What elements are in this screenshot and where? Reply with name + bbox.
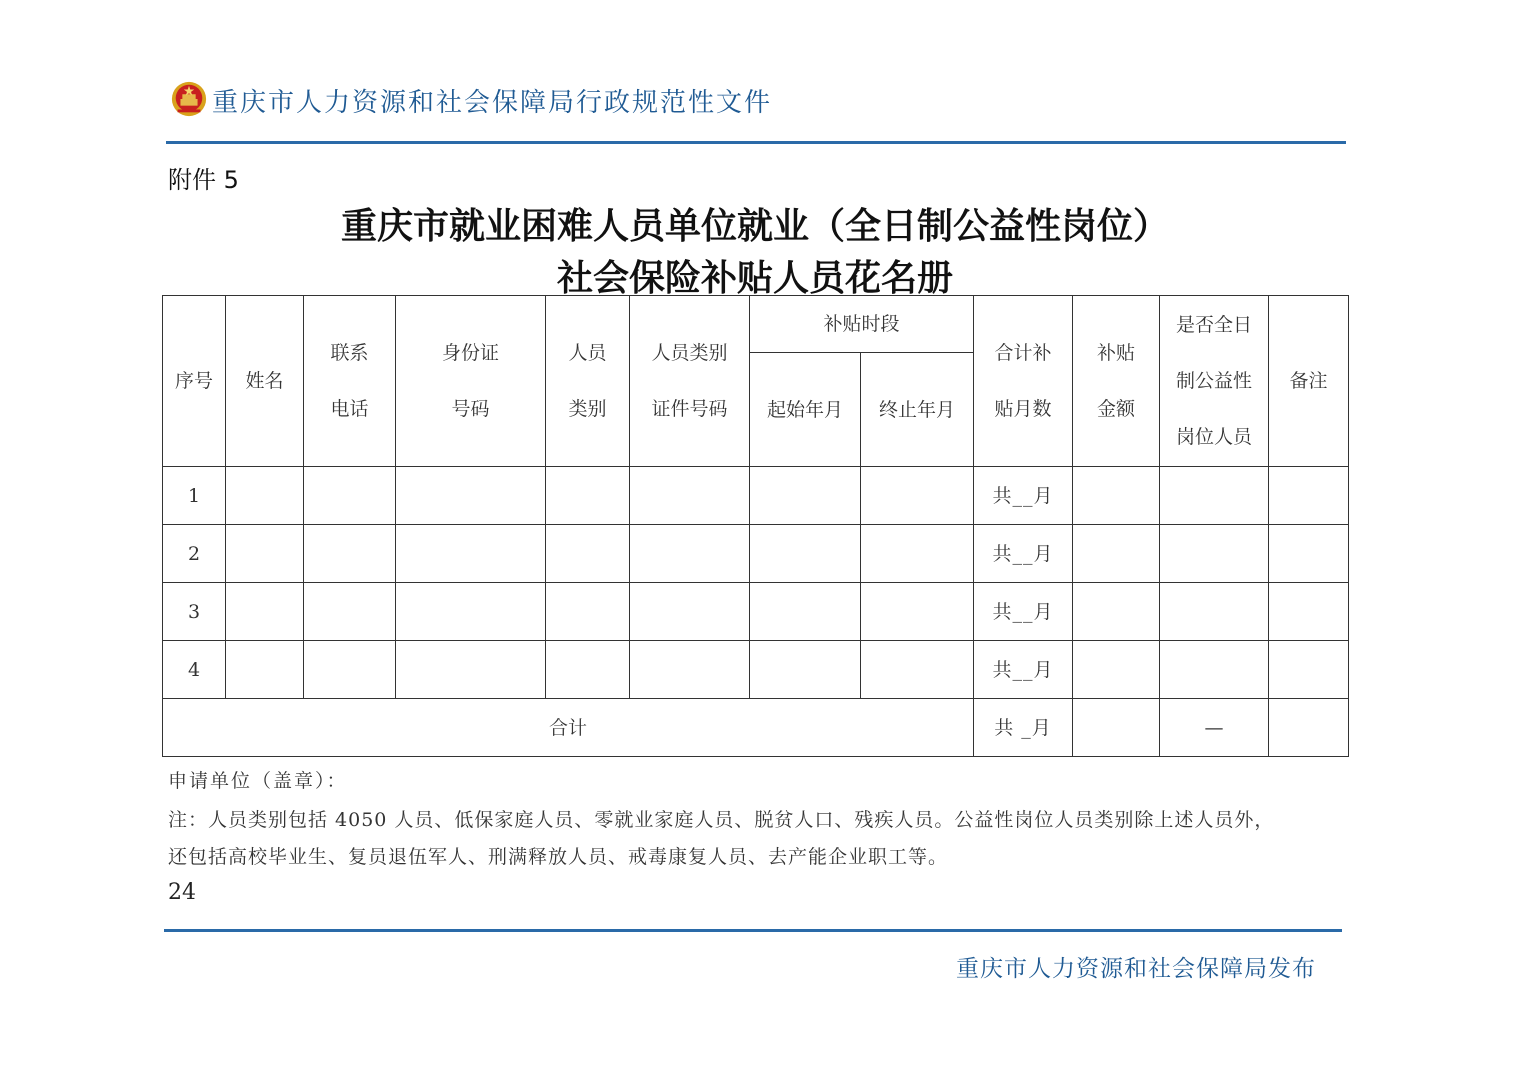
cell-start-month[interactable]	[750, 583, 861, 641]
note-text	[168, 802, 1338, 876]
total-row	[163, 699, 1349, 757]
cell-subsidy-amount[interactable]	[1073, 583, 1160, 641]
cell-remark[interactable]	[1269, 583, 1349, 641]
page-number: 24	[168, 880, 196, 905]
cell-category[interactable]	[546, 583, 630, 641]
footer-divider	[164, 929, 1342, 932]
cell-fulltime-post[interactable]	[1160, 467, 1269, 525]
cell-end-month[interactable]	[861, 467, 974, 525]
note-line-1: 注：人员类别包括 4050 人员、低保家庭人员、零就业家庭人员、脱贫人口、残疾人员。公益性岗位人员类别除上述人员外，	[168, 809, 1275, 831]
attachment-label: 附件 5	[168, 166, 239, 194]
apply-unit-label: 申请单位（盖章）：	[168, 770, 348, 792]
cell-category-cert[interactable]	[630, 525, 750, 583]
document-title-line-2: 社会保险补贴人员花名册	[556, 258, 953, 299]
cell-phone[interactable]	[304, 467, 396, 525]
header-end-month: 终止年月	[861, 353, 974, 467]
header-phone: 联系 电话	[304, 296, 396, 467]
cell-name[interactable]	[226, 525, 304, 583]
cell-phone[interactable]	[304, 583, 396, 641]
national-emblem-icon	[170, 80, 208, 118]
cell-end-month[interactable]	[861, 641, 974, 699]
cell-id-number[interactable]	[396, 525, 546, 583]
cell-remark[interactable]	[1269, 525, 1349, 583]
cell-end-month[interactable]	[861, 583, 974, 641]
cell-subsidy-amount[interactable]	[1073, 641, 1160, 699]
total-label: 合计	[163, 699, 974, 757]
header-category: 人员 类别	[546, 296, 630, 467]
cell-id-number[interactable]	[396, 641, 546, 699]
header-start-month: 起始年月	[750, 353, 861, 467]
cell-phone[interactable]	[304, 641, 396, 699]
header-seq: 序号	[163, 296, 226, 467]
cell-fulltime-post[interactable]	[1160, 583, 1269, 641]
cell-remark[interactable]	[1269, 641, 1349, 699]
table-row	[163, 467, 1349, 525]
table-row	[163, 641, 1349, 699]
cell-end-month[interactable]	[861, 525, 974, 583]
cell-seq: 3	[163, 583, 226, 641]
cell-subsidy-amount[interactable]	[1073, 467, 1160, 525]
cell-remark[interactable]	[1269, 467, 1349, 525]
header-title: 重庆市人力资源和社会保障局行政规范性文件	[212, 88, 773, 118]
document-title-line-1: 重庆市就业困难人员单位就业（全日制公益性岗位）	[340, 206, 1169, 247]
header-name: 姓名	[226, 296, 304, 467]
cell-start-month[interactable]	[750, 525, 861, 583]
header-subsidy-period: 补贴时段	[750, 296, 974, 353]
cell-seq: 2	[163, 525, 226, 583]
cell-phone[interactable]	[304, 525, 396, 583]
note-line-2: 还包括高校毕业生、复员退伍军人、刑满释放人员、戒毒康复人员、去产能企业职工等。	[168, 846, 949, 868]
cell-category-cert[interactable]	[630, 467, 750, 525]
cell-id-number[interactable]	[396, 467, 546, 525]
header-divider	[166, 141, 1346, 144]
cell-category-cert[interactable]	[630, 583, 750, 641]
cell-start-month[interactable]	[750, 641, 861, 699]
cell-total-months: 共__月	[974, 525, 1073, 583]
cell-start-month[interactable]	[750, 467, 861, 525]
cell-total-months: 共__月	[974, 641, 1073, 699]
cell-name[interactable]	[226, 641, 304, 699]
table-row	[163, 525, 1349, 583]
cell-name[interactable]	[226, 583, 304, 641]
cell-total-months: 共__月	[974, 467, 1073, 525]
table-row	[163, 583, 1349, 641]
footer-publisher: 重庆市人力资源和社会保障局发布	[956, 956, 1316, 982]
cell-seq: 4	[163, 641, 226, 699]
cell-fulltime-post[interactable]	[1160, 525, 1269, 583]
cell-category[interactable]	[546, 525, 630, 583]
cell-total-months: 共__月	[974, 583, 1073, 641]
header-id-number: 身份证 号码	[396, 296, 546, 467]
header-remark: 备注	[1269, 296, 1349, 467]
header-fulltime-post: 是否全日 制公益性 岗位人员	[1160, 296, 1269, 467]
cell-category[interactable]	[546, 467, 630, 525]
header-subsidy-amount: 补贴 金额	[1073, 296, 1160, 467]
cell-subsidy-amount[interactable]	[1073, 525, 1160, 583]
roster-table	[162, 295, 1349, 757]
cell-category-cert[interactable]	[630, 641, 750, 699]
total-months: 共 _月	[974, 699, 1073, 757]
cell-fulltime-post[interactable]	[1160, 641, 1269, 699]
cell-category[interactable]	[546, 641, 630, 699]
total-remark[interactable]	[1269, 699, 1349, 757]
header-category-cert: 人员类别 证件号码	[630, 296, 750, 467]
cell-seq: 1	[163, 467, 226, 525]
cell-name[interactable]	[226, 467, 304, 525]
cell-id-number[interactable]	[396, 583, 546, 641]
header-total-months: 合计补 贴月数	[974, 296, 1073, 467]
total-fulltime-post: —	[1160, 699, 1269, 757]
total-subsidy-amount[interactable]	[1073, 699, 1160, 757]
